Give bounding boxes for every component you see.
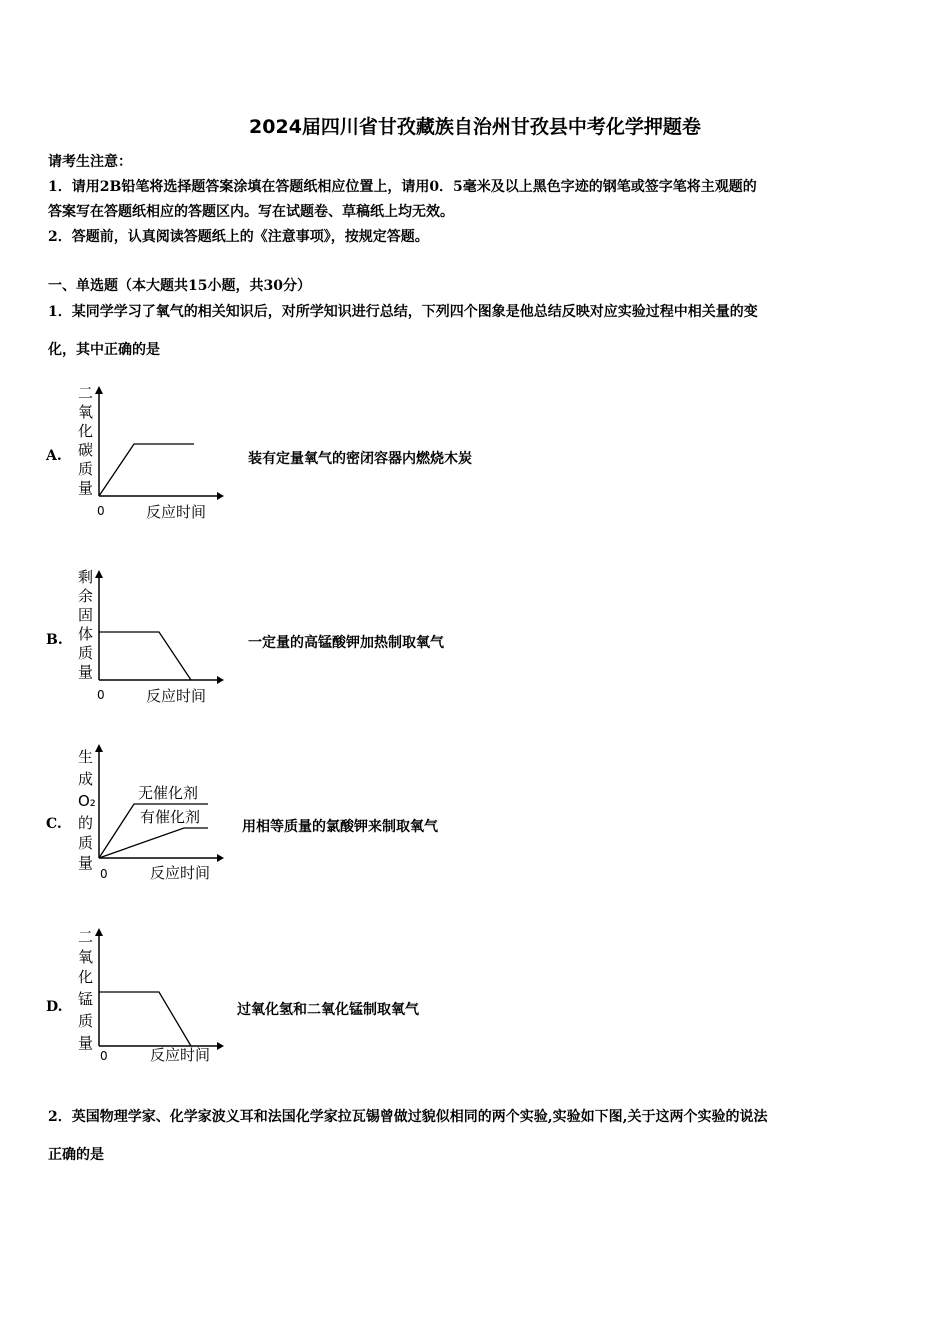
option-c-graph [62,740,237,890]
page-title: 2024届四川省甘孜藏族自治州甘孜县中考化学押题卷 [249,116,701,138]
curve-d [99,992,191,1046]
ylabel-char: 量 [78,479,94,497]
origin-label: 0 [100,1049,108,1063]
ylabel-char: 质 [78,644,94,662]
option-a-desc: 装有定量氧气的密闭容器内燃烧木炭 [248,451,472,467]
ylabel-char: 化 [78,968,94,986]
option-c-letter: C. [46,816,62,832]
ylabel-char: 量 [78,1034,94,1052]
option-a-letter: A. [46,448,62,464]
notice-heading: 请考生注意： [48,154,132,170]
section-heading: 一、单选题（本大题共15小题，共30分） [48,278,311,294]
x-axis-label: 反应时间 [146,503,207,521]
ylabel-char: 化 [78,422,94,440]
ylabel-char: 成 [78,770,94,788]
ylabel-char: 生 [78,748,94,766]
notice-item-1-line-2: 答案写在答题纸相应的答题区内。写在试题卷、草稿纸上均无效。 [48,204,454,220]
option-d-letter: D. [46,999,63,1015]
series-label-no-catalyst: 无催化剂 [138,784,199,802]
option-d-desc: 过氧化氢和二氧化锰制取氧气 [237,1002,419,1018]
x-axis-arrow [217,1042,224,1050]
ylabel-char: O₂ [78,792,96,810]
notice-item-2: 2．答题前，认真阅读答题纸上的《注意事项》，按规定答题。 [48,229,429,245]
series-label-catalyst: 有催化剂 [140,808,201,826]
ylabel-char: 余 [78,587,94,605]
question-1-line-1: 1．某同学学习了氧气的相关知识后，对所学知识进行总结，下列四个图象是他总结反映对应实验过程中相关量的变 [48,304,758,320]
question-2-line-1: 2．英国物理学家、化学家波义耳和法国化学家拉瓦锡曾做过貌似相同的两个实验,实验如下图,关于这两个实验的说法 [48,1109,768,1125]
origin-label: 0 [97,688,105,702]
ylabel-char: 剩 [78,568,94,586]
ylabel-char: 质 [78,1012,94,1030]
option-b-desc: 一定量的高锰酸钾加热制取氧气 [248,635,444,651]
x-axis-arrow [217,854,224,862]
question-1-line-2: 化，其中正确的是 [48,342,160,358]
y-axis-arrow [95,386,103,394]
option-b-letter: B. [46,632,63,648]
notice-item-1-line-1: 1．请用2B铅笔将选择题答案涂填在答题纸相应位置上，请用0．5毫米及以上黑色字迹的钢笔或签字笔将主观题的 [48,179,757,195]
ylabel-char: 锰 [78,990,94,1008]
y-axis-arrow [95,928,103,936]
y-axis-arrow [95,570,103,578]
origin-label: 0 [97,504,105,518]
ylabel-char: 氧 [78,948,94,966]
ylabel-char: 二 [78,928,94,946]
x-axis-arrow [217,492,224,500]
option-c-desc: 用相等质量的氯酸钾来制取氧气 [242,819,438,835]
option-d-graph [62,920,232,1068]
ylabel-char: 体 [78,625,94,643]
ylabel-char: 量 [78,663,94,681]
x-axis-label: 反应时间 [150,864,211,882]
x-axis-label: 反应时间 [146,687,207,705]
ylabel-char: 固 [78,606,94,624]
ylabel-char: 氧 [78,403,94,421]
curve-a [99,444,194,496]
ylabel-char: 碳 [78,441,94,459]
question-2-line-2: 正确的是 [48,1147,104,1163]
option-b-graph [62,562,232,710]
ylabel-char: 量 [78,854,94,872]
x-axis-label: 反应时间 [150,1046,211,1064]
curve-b [99,632,191,680]
ylabel-char: 质 [78,834,94,852]
y-axis-arrow [95,744,103,752]
ylabel-char: 的 [78,814,94,832]
option-a-graph [62,378,232,526]
origin-label: 0 [100,867,108,881]
ylabel-char: 二 [78,384,94,402]
ylabel-char: 质 [78,460,94,478]
x-axis-arrow [217,676,224,684]
